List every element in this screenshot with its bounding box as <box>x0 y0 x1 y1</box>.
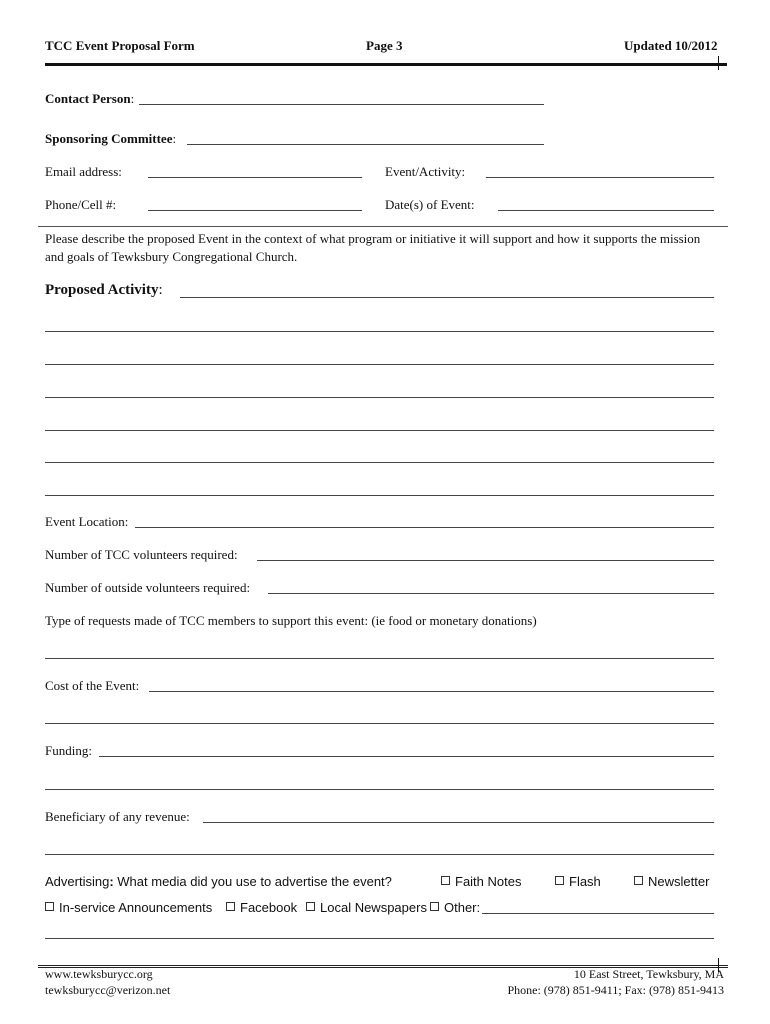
cost-field[interactable] <box>149 691 714 692</box>
form-title: TCC Event Proposal Form <box>45 38 195 53</box>
funding-label: Funding: <box>45 743 92 758</box>
contact-person-row: Contact Person: <box>45 91 135 106</box>
footer-rule <box>38 965 728 966</box>
footer-phone-fax: Phone: (978) 851-9411; Fax: (978) 851-9413 <box>507 983 724 997</box>
sponsoring-committee-row: Sponsoring Committee: <box>45 131 177 146</box>
dates-label: Date(s) of Event: <box>385 197 475 212</box>
option-flash[interactable] <box>555 874 601 889</box>
cost-label: Cost of the Event: <box>45 678 140 693</box>
advertising-row: Advertising: What media did you use to advertise the event? <box>45 874 392 889</box>
tcc-volunteers-label: Number of TCC volunteers required: <box>45 547 238 562</box>
beneficiary-field-continued[interactable] <box>45 854 714 855</box>
funding-field-continued[interactable] <box>45 789 714 790</box>
dates-field[interactable] <box>498 210 714 211</box>
proposed-activity-field[interactable] <box>180 297 714 298</box>
email-label: Email address: <box>45 164 122 179</box>
checkbox-icon[interactable] <box>226 902 235 911</box>
contact-person-label: Contact Person <box>45 91 131 106</box>
page-number: Page 3 <box>366 38 403 53</box>
activity-line[interactable] <box>45 462 714 463</box>
other-field[interactable] <box>482 913 714 914</box>
outside-volunteers-field[interactable] <box>268 593 714 594</box>
phone-label: Phone/Cell #: <box>45 197 117 212</box>
activity-line[interactable] <box>45 397 714 398</box>
email-field[interactable] <box>148 177 362 178</box>
requests-field[interactable] <box>45 658 714 659</box>
option-faith-notes[interactable] <box>441 874 521 889</box>
outside-volunteers-label: Number of outside volunteers required: <box>45 580 251 595</box>
advertising-label: Advertising <box>45 874 110 889</box>
instructions-text: Please describe the proposed Event in the context of what program or initiative it will support and how it supports the mission and goals of Tewksbury Congregational Church. <box>45 231 701 264</box>
checkbox-icon[interactable] <box>306 902 315 911</box>
option-label: In-service Announcements <box>59 900 213 915</box>
header-rule <box>45 63 727 66</box>
event-location-field[interactable] <box>135 527 714 528</box>
advertising-question: What media did you use to advertise the event? <box>117 874 392 889</box>
option-newsletter[interactable] <box>634 874 709 889</box>
event-activity-field[interactable] <box>486 177 714 178</box>
footer-address: 10 East Street, Tewksbury, MA <box>573 967 724 981</box>
option-label: Other: <box>444 900 481 915</box>
activity-line[interactable] <box>45 331 714 332</box>
footer-website[interactable]: www.tewksburycc.org <box>45 967 153 981</box>
beneficiary-label: Beneficiary of any revenue: <box>45 809 190 824</box>
checkbox-icon[interactable] <box>45 902 54 911</box>
updated-date: Updated 10/2012 <box>624 38 718 53</box>
option-label: Flash <box>569 874 601 889</box>
checkbox-icon[interactable] <box>634 876 643 885</box>
option-other[interactable] <box>430 900 480 915</box>
event-location-label: Event Location: <box>45 514 129 529</box>
activity-line[interactable] <box>45 430 714 431</box>
option-label: Newsletter <box>648 874 710 889</box>
requests-label: Type of requests made of TCC members to support this event: (ie food or monetary donations) <box>45 613 537 628</box>
option-label: Faith Notes <box>455 874 522 889</box>
option-facebook[interactable] <box>226 900 297 915</box>
contact-person-field[interactable] <box>139 104 544 105</box>
option-in-service[interactable] <box>45 900 212 915</box>
event-activity-label: Event/Activity: <box>385 164 466 179</box>
option-local-newspapers[interactable] <box>306 900 427 915</box>
option-label: Facebook <box>240 900 298 915</box>
activity-line[interactable] <box>45 364 714 365</box>
section-divider <box>38 226 728 227</box>
checkbox-icon[interactable] <box>555 876 564 885</box>
sponsoring-committee-label: Sponsoring Committee <box>45 131 173 146</box>
tcc-volunteers-field[interactable] <box>257 560 714 561</box>
funding-field[interactable] <box>99 756 714 757</box>
option-label: Local Newspapers <box>320 900 427 915</box>
beneficiary-field[interactable] <box>203 822 714 823</box>
proposed-activity-row: Proposed Activity: <box>45 282 163 298</box>
checkbox-icon[interactable] <box>430 902 439 911</box>
checkbox-icon[interactable] <box>441 876 450 885</box>
footer-email[interactable]: tewksburycc@verizon.net <box>45 983 171 997</box>
cost-field-continued[interactable] <box>45 723 714 724</box>
sponsoring-committee-field[interactable] <box>187 144 544 145</box>
activity-line[interactable] <box>45 495 714 496</box>
phone-field[interactable] <box>148 210 362 211</box>
advertising-field-continued[interactable] <box>45 938 714 939</box>
header-rule-tick <box>718 56 719 70</box>
proposed-activity-label: Proposed Activity <box>45 282 159 298</box>
